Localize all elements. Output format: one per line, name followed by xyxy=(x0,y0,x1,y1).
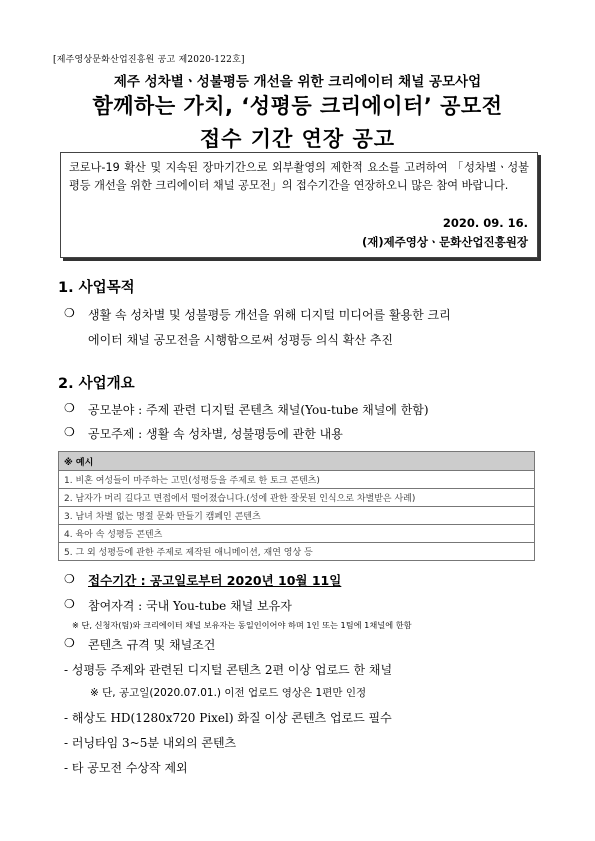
notice-number: [제주영상문화산업진흥원 공고 제2020-122호] xyxy=(53,55,245,65)
purpose-line-2: 에이터 채널 공모전을 시행함으로써 성평등 의식 확산 추진 xyxy=(88,333,393,347)
purpose-line-1: 생활 속 성차별 및 성불평등 개선을 위해 디지털 미디어를 활용한 크리 xyxy=(88,308,451,322)
page-title: 함께하는 가치, ‘성평등 크리에이터’ 공모전 xyxy=(92,94,503,118)
content-spec-title: 콘텐츠 규격 및 채널조건 xyxy=(88,638,216,652)
examples-table xyxy=(58,451,535,561)
contest-field: 공모분야 : 주제 관련 디지털 콘텐츠 채널(You-tube 채널에 한함) xyxy=(88,403,429,417)
project-subtitle: 제주 성차별ㆍ성불평등 개선을 위한 크리에이터 채널 공모사업 xyxy=(113,74,482,90)
contest-theme: 공모주제 : 생활 속 성차별, 성불평등에 관한 내용 xyxy=(88,427,343,441)
summary-text: 코로나-19 확산 및 지속된 장마기간으로 외부촬영의 제한적 요소를 고려하여 「성차별ㆍ성불평등 개선을 위한 크리에이터 채널 공모전」의 접수기간을 연장하오니 많은 참여 바랍니다. xyxy=(69,161,529,192)
bullet-circle-icon: ❍ xyxy=(64,636,75,650)
example-item: 4. 육아 속 성평등 콘텐츠 xyxy=(59,525,535,543)
bullet-circle-icon: ❍ xyxy=(64,597,75,611)
spec-item: - 성평등 주제와 관련된 디지털 콘텐츠 2편 이상 업로드 한 채널 xyxy=(64,663,393,677)
summary-box xyxy=(60,152,538,258)
spec-item: - 타 공모전 수상작 제외 xyxy=(64,761,188,775)
spec-item: - 해상도 HD(1280x720 Pixel) 화질 이상 콘텐츠 업로드 필수 xyxy=(64,711,392,725)
bullet-circle-icon: ❍ xyxy=(64,306,75,320)
submission-period: 접수기간 : 공고일로부터 2020년 10월 11일 xyxy=(88,573,342,588)
spec-item: - 러닝타임 3~5분 내외의 콘텐츠 xyxy=(64,736,237,750)
examples-header: ※ 예시 xyxy=(59,452,535,471)
eligibility: 참여자격 : 국내 You-tube 채널 보유자 xyxy=(88,599,292,613)
spec-note: ※ 단, 공고일(2020.07.01.) 이전 업로드 영상은 1편만 인정 xyxy=(90,687,367,699)
eligibility-note: ※ 단, 신청자(팀)와 크리에이터 채널 보유자는 동일인이어야 하며 1인 또는 1팀에 1채널에 한함 xyxy=(72,620,412,630)
section-2-title: 2. 사업개요 xyxy=(58,376,135,392)
example-item: 2. 남자가 머리 길다고 면접에서 떨어졌습니다.(성에 관한 잘못된 인식으로 차별받은 사례) xyxy=(59,489,535,507)
example-item: 5. 그 외 성평등에 관한 주제로 제작된 애니메이션, 재연 영상 등 xyxy=(59,543,535,561)
page-title-line2: 접수 기간 연장 공고 xyxy=(199,127,396,151)
issuer-name: (재)제주영상ㆍ문화산업진흥원장 xyxy=(361,235,528,249)
bullet-circle-icon: ❍ xyxy=(64,572,75,586)
bullet-circle-icon: ❍ xyxy=(64,425,75,439)
announcement-date: 2020. 09. 16. xyxy=(442,216,528,230)
section-1-title: 1. 사업목적 xyxy=(58,280,135,296)
example-item: 3. 남녀 차별 없는 명절 문화 만들기 캠페인 콘텐츠 xyxy=(59,507,535,525)
example-item: 1. 비혼 여성들이 마주하는 고민(성평등을 주제로 한 토크 콘텐츠) xyxy=(59,471,535,489)
bullet-circle-icon: ❍ xyxy=(64,401,75,415)
